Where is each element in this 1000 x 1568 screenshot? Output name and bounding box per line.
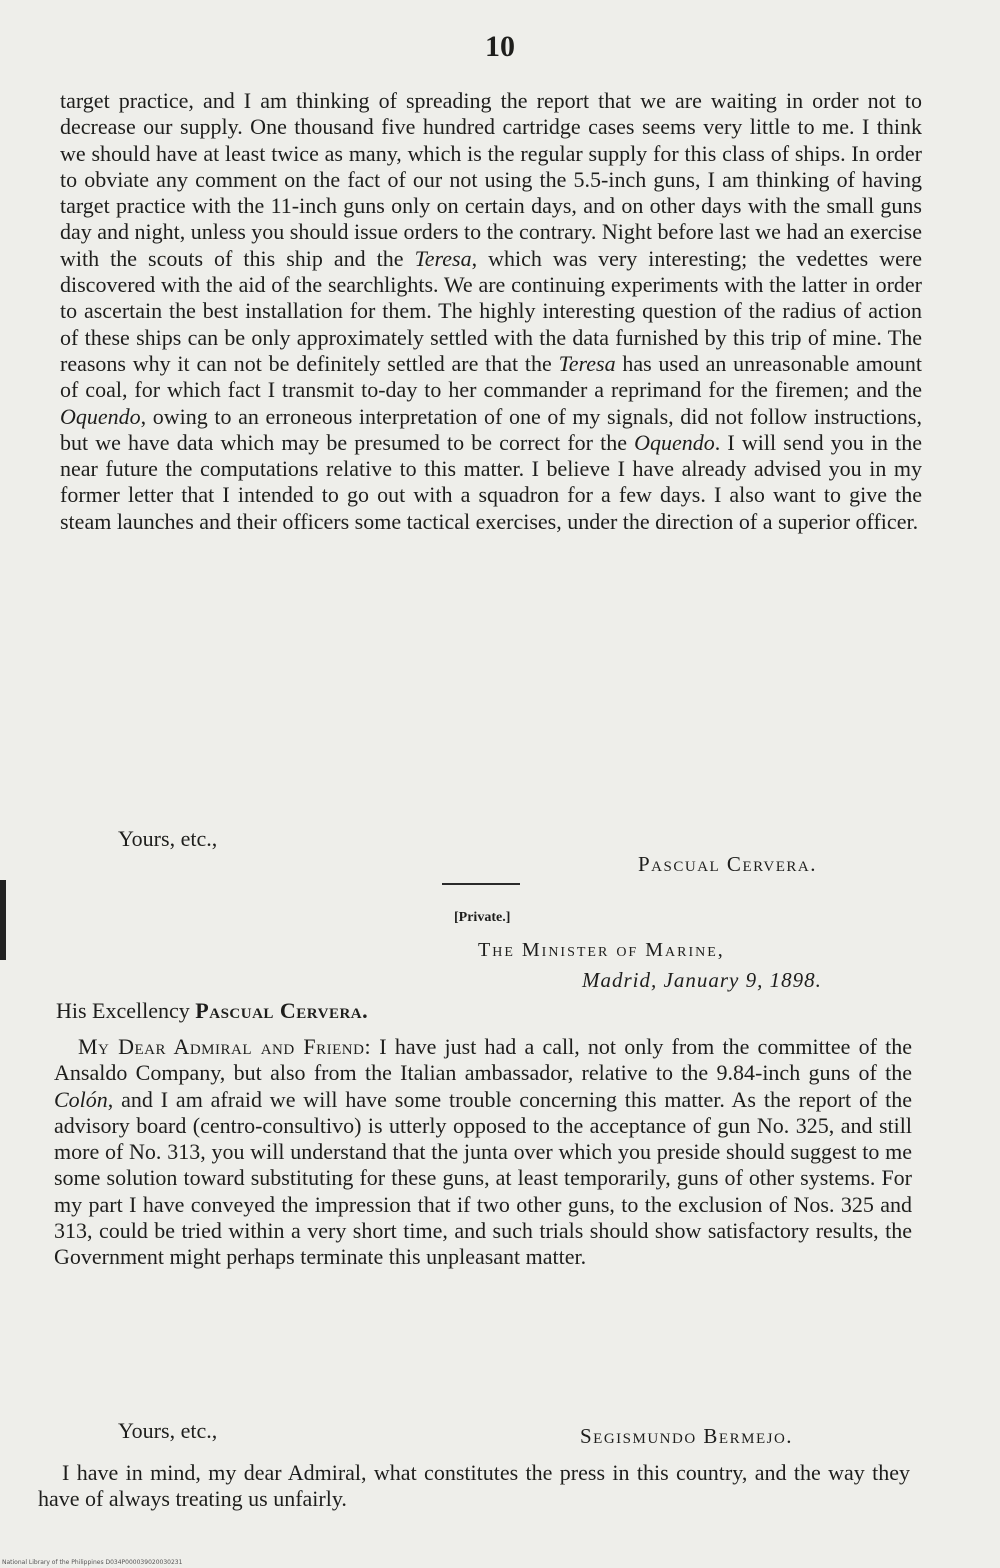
page-edge-shadow [0,880,6,960]
letter2-postscript: I have in mind, my dear Admiral, what constitutes the press in this country, and the way they have of always treating us unfairly. [38,1460,910,1512]
ship-name-oquendo: Oquendo [60,403,141,429]
addressee-prefix: His Excellency [56,998,196,1023]
ship-name-teresa-2: Teresa [558,350,616,376]
page-footer: National Library of the Philippines D034P000039020030231 [2,1559,183,1566]
letter2-signature: Segismundo Bermejo. [580,1424,794,1448]
letter1-text-e: . I will send you in the near future the computations relative to this matter. I believe I have already advised you in my former letter that I intended to go out with a squadron for a few days. I also want to give the steam launches and their officers some tactical exercises, under the direction of a superior officer. [60,429,922,534]
page-number: 10 [485,30,515,63]
letter1-closing: Yours, etc., [118,826,218,851]
letter2-addressee [56,998,368,1024]
letter1-text-b: , which was very interesting; the vedettes were discovered with the aid of the searchlights. We are continuing experiments with the latter in order to ascertain the best installation for them. The highly interesting question of the radius of action of these ships can be only approximately settled with the data furnished by this trip of mine. The reasons why it can not be definitely settled are that the [60,245,922,376]
letter1-signature: Pascual Cervera. [638,852,817,876]
letter2-text-a: I have just had a call, not only from the committee of the Ansaldo Company, but also from the Italian ambassador, relative to the 9.84-inch guns of the [54,1034,913,1086]
letter2-sender: The Minister of Marine, [478,939,725,961]
letter1-body [60,88,922,535]
letter2-closing: Yours, etc., [118,1418,218,1443]
letter2-salutation: My Dear Admiral and Friend: [78,1034,372,1059]
letter1-text-c: has used an unreasonable amount of coal, for which fact I transmit to-day to her commander a reprimand for the firemen; and the [60,350,923,403]
letter2-place-date: Madrid, January 9, 1898. [582,968,822,992]
letter1-text-d: , owing to an erroneous interpretation of one of my signals, did not follow instructions, but we have data which may be presumed to be correct for the [60,403,922,455]
ship-name-teresa: Teresa [414,245,472,271]
letter1-text-a: target practice, and I am thinking of spreading the report that we are waiting in order not to decrease our supply. One thousand five hundred cartridge cases seems very little to me. I think we should have at least twice as many, which is the regular supply for this class of ships. In order to obviate any comment on the fact of our not using the 5.5-inch guns, I am thinking of having target practice with the 11-inch guns only on certain days, and on other days with the small guns day and night, unless you should issue orders to the contrary. Night before last we had an exercise with the scouts of this ship and the [60,88,922,271]
letter2-text-b: , and I am afraid we will have some trouble concerning this matter. As the report of the advisory board (centro-consultivo) is utterly opposed to the acceptance of gun No. 325, and still more of No. 313, you will understand that the junta over which you preside should suggest to me some solution toward substituting for these guns, at least temporarily, guns of other systems. For my part I have conveyed the impression that if two other guns, to the exclusion of Nos. 325 and 313, could be tried within a very short time, and such trials should show satisfactory results, the Government might perhaps terminate this unpleasant matter. [54,1086,912,1270]
ship-name-colon: Colón [54,1086,108,1112]
section-divider [442,883,520,885]
letter2-body [54,1034,912,1271]
addressee-name: Pascual Cervera. [195,998,369,1023]
private-label: [Private.] [454,910,511,925]
ship-name-oquendo-2: Oquendo [634,429,715,455]
